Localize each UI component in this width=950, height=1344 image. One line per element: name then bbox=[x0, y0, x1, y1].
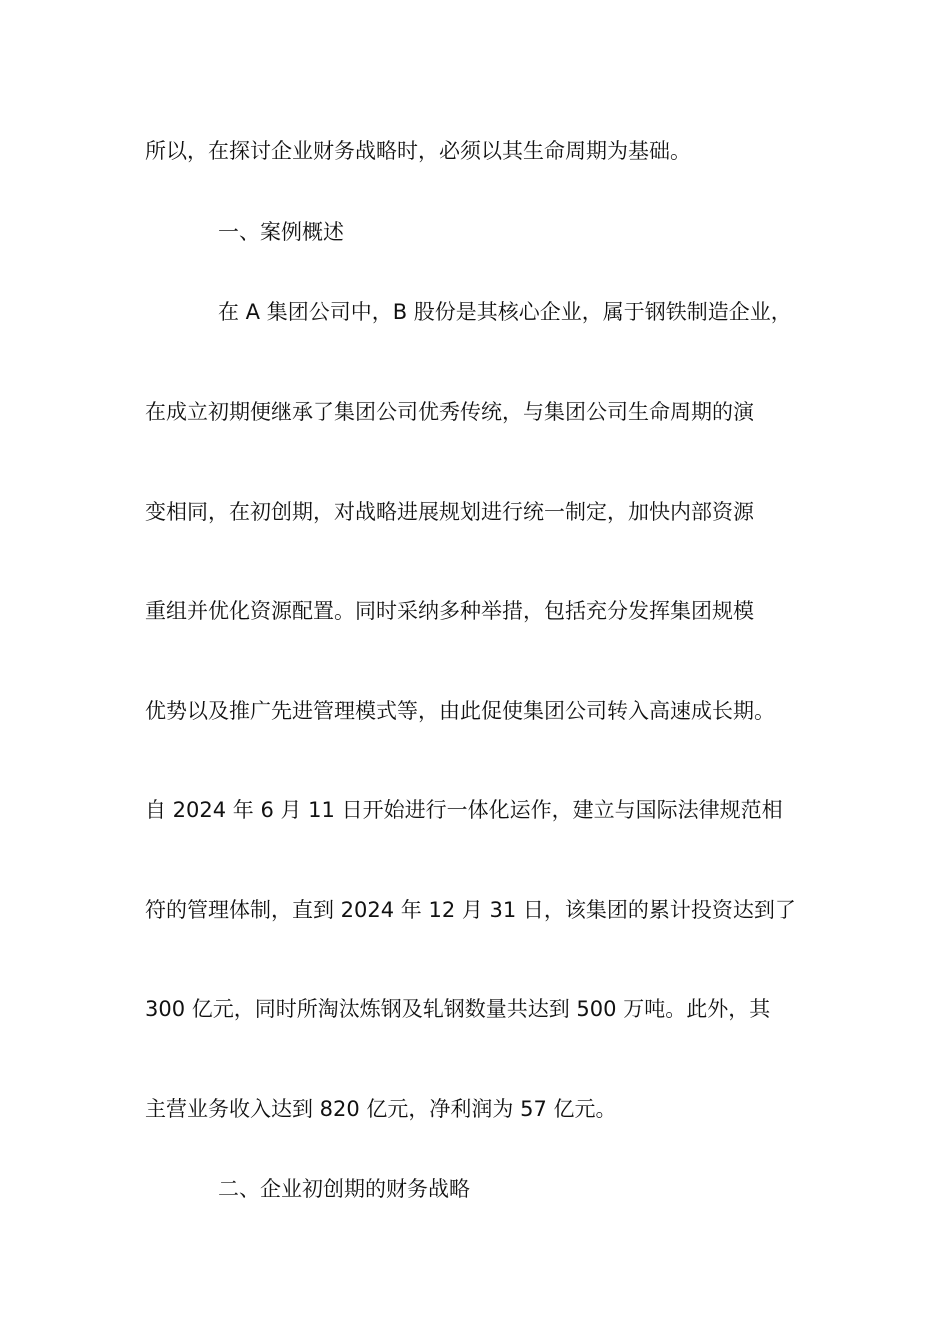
section-heading: 一、案例概述 bbox=[218, 220, 344, 244]
paragraph-line: 变相同，在初创期，对战略进展规划进行统一制定，加快内部资源 bbox=[145, 500, 754, 524]
paragraph-line: 重组并优化资源配置。同时采纳多种举措，包括充分发挥集团规模 bbox=[145, 599, 754, 623]
paragraph-line: 在 A 集团公司中，B 股份是其核心企业，属于钢铁制造企业， bbox=[218, 300, 792, 324]
paragraph-line: 自 2024 年 6 月 11 日开始进行一体化运作，建立与国际法律规范相 bbox=[145, 798, 783, 822]
paragraph-line: 主营业务收入达到 820 亿元，净利润为 57 亿元。 bbox=[145, 1097, 617, 1121]
paragraph-line: 符的管理体制，直到 2024 年 12 月 31 日，该集团的累计投资达到了 bbox=[145, 898, 796, 922]
paragraph-line: 所以，在探讨企业财务战略时，必须以其生命周期为基础。 bbox=[145, 139, 691, 163]
paragraph-line: 300 亿元，同时所淘汰炼钢及轧钢数量共达到 500 万吨。此外，其 bbox=[145, 997, 771, 1021]
section-heading: 二、企业初创期的财务战略 bbox=[218, 1177, 470, 1201]
paragraph-line: 优势以及推广先进管理模式等，由此促使集团公司转入高速成长期。 bbox=[145, 699, 775, 723]
paragraph-line: 在成立初期便继承了集团公司优秀传统，与集团公司生命周期的演 bbox=[145, 400, 754, 424]
